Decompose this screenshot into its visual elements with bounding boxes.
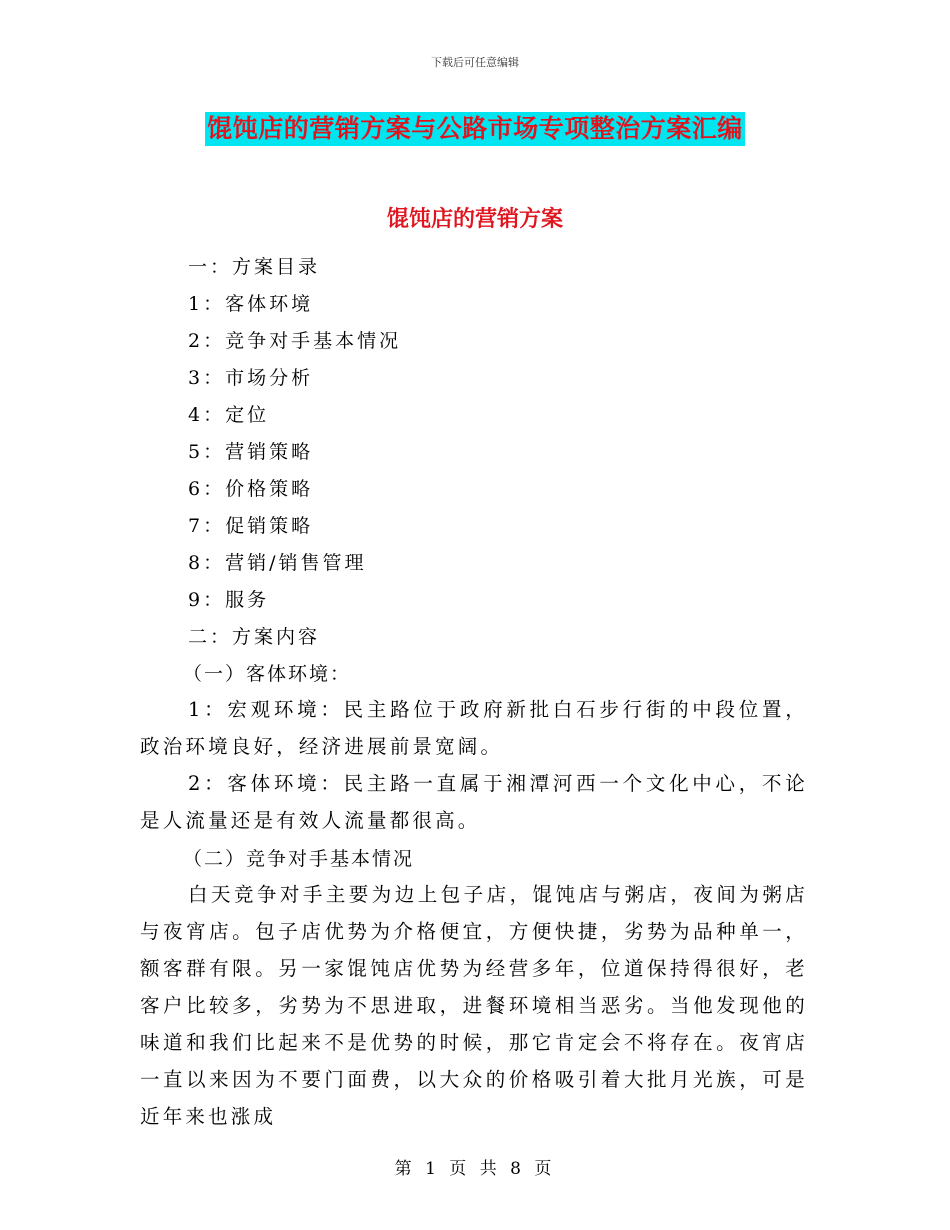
paragraph: 2：客体环境：民主路一直属于湘潭河西一个文化中心，不论是人流量还是有效人流量都很高。 (140, 772, 808, 832)
toc-heading: 一：方案目录 (188, 256, 321, 278)
page-footer: 第 1 页 共 8 页 (394, 1159, 556, 1179)
toc-item: 7：促销策略 (188, 515, 314, 537)
toc-item: 5：营销策略 (188, 441, 314, 463)
section-title: 馄饨店的营销方案 (386, 206, 563, 232)
toc-item: 6：价格策略 (188, 478, 314, 500)
toc-item: 8：营销/销售管理 (188, 552, 367, 574)
header-note: 下载后可任意编辑 (431, 56, 519, 69)
toc-item: 2：竞争对手基本情况 (188, 330, 402, 352)
toc-item: 3：市场分析 (188, 367, 314, 389)
toc-item: 1：客体环境 (188, 293, 314, 315)
toc-item: 9：服务 (188, 589, 270, 611)
main-title-container (0, 112, 950, 146)
paragraph: 白天竞争对手主要为边上包子店，馄饨店与粥店，夜间为粥店与夜宵店。包子店优势为介格便宜，方便快捷，劣势为品种单一，额客群有限。另一家馄饨店优势为经营多年，位道保持得很好，老客户比较多，劣势为不思进取，进餐环境相当恶劣。当他发现他的味道和我们比起来不是优势的时候，那它肯定会不将存在。夜宵店一直以来因为不要门面费，以大众的价格吸引着大批月光族，可是近年来也涨成 (140, 883, 808, 1128)
subsection-heading: （一）客体环境： (183, 663, 352, 685)
toc-item: 4：定位 (188, 404, 270, 426)
main-title: 馄饨店的营销方案与公路市场专项整治方案汇编 (205, 112, 745, 146)
content-heading: 二：方案内容 (188, 626, 321, 648)
paragraph: 1：宏观环境：民主路位于政府新批白石步行街的中段位置，政治环境良好，经济进展前景宽阔。 (140, 698, 808, 758)
subsection-heading: （二）竞争对手基本情况 (183, 848, 415, 870)
